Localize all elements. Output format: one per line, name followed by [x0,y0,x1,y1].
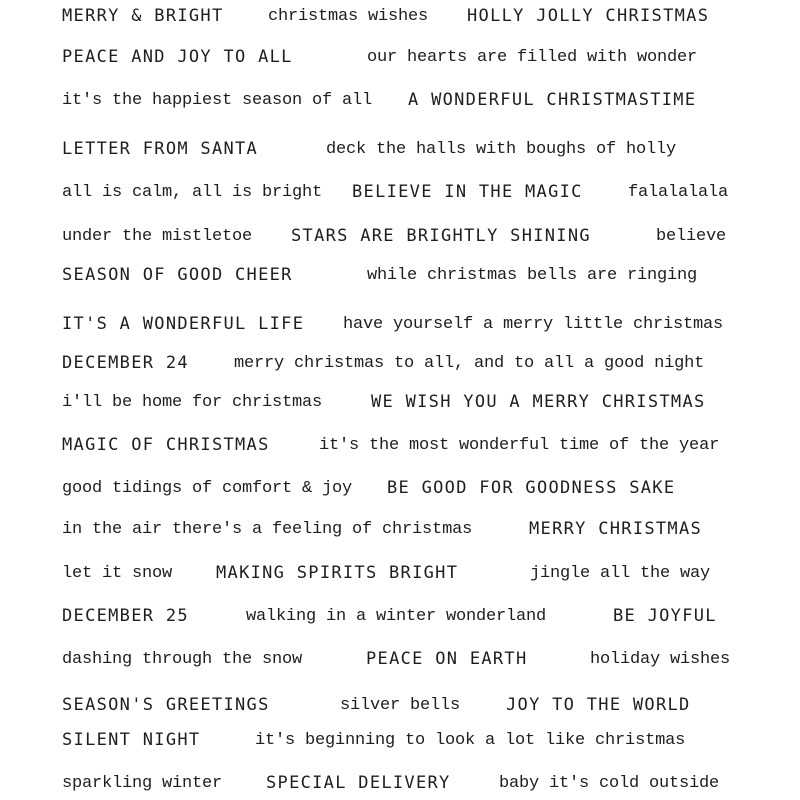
phrase-peace-on-earth: PEACE ON EARTH [366,649,528,669]
phrase-stars-brightly-shining: STARS ARE BRIGHTLY SHINING [291,226,591,246]
phrase-deck-the-halls: deck the halls with boughs of holly [326,140,677,159]
phrase-peace-and-joy: PEACE AND JOY TO ALL [62,47,293,67]
phrase-happiest-season: it's the happiest season of all [62,91,373,110]
phrase-believe: believe [656,227,727,246]
phrase-sparkling-winter: sparkling winter [62,774,223,793]
phrase-have-yourself-merry: have yourself a merry little christmas [343,315,724,334]
phrase-christmas-bells-ringing: while christmas bells are ringing [367,266,698,285]
phrase-all-is-calm: all is calm, all is bright [62,183,323,202]
phrase-making-spirits-bright: MAKING SPIRITS BRIGHT [216,563,459,583]
phrase-falalalala: falalalala [628,183,729,202]
phrase-baby-its-cold: baby it's cold outside [499,774,720,793]
phrase-holiday-wishes: holiday wishes [590,650,731,669]
phrase-special-delivery: SPECIAL DELIVERY [266,773,451,793]
phrase-december-25: DECEMBER 25 [62,606,189,626]
phrase-wonderful-life: IT'S A WONDERFUL LIFE [62,314,305,334]
phrase-season-of-good-cheer: SEASON OF GOOD CHEER [62,265,293,285]
phrase-joy-to-the-world: JOY TO THE WORLD [506,695,691,715]
phrase-letter-from-santa: LETTER FROM SANTA [62,139,259,159]
phrase-holly-jolly-christmas: HOLLY JOLLY CHRISTMAS [467,6,710,26]
phrase-wonderful-christmastime: A WONDERFUL CHRISTMASTIME [408,90,697,110]
phrase-our-hearts-filled: our hearts are filled with wonder [367,48,698,67]
phrase-winter-wonderland: walking in a winter wonderland [246,607,547,626]
phrase-under-the-mistletoe: under the mistletoe [62,227,253,246]
phrase-we-wish-you: WE WISH YOU A MERRY CHRISTMAS [371,392,706,412]
phrase-home-for-christmas: i'll be home for christmas [62,393,323,412]
phrase-jingle-all-the-way: jingle all the way [530,564,711,583]
phrase-merry-and-bright: MERRY & BRIGHT [62,6,224,26]
phrase-magic-of-christmas: MAGIC OF CHRISTMAS [62,435,270,455]
phrase-silver-bells: silver bells [340,696,461,715]
phrase-christmas-wishes: christmas wishes [268,7,429,26]
phrase-let-it-snow: let it snow [62,564,173,583]
phrase-merry-christmas: MERRY CHRISTMAS [529,519,703,539]
phrase-silent-night: SILENT NIGHT [62,730,201,750]
phrase-dashing-through-snow: dashing through the snow [62,650,303,669]
phrase-feeling-of-christmas: in the air there's a feeling of christmas [62,520,473,539]
phrase-good-tidings: good tidings of comfort & joy [62,479,353,498]
phrase-be-joyful: BE JOYFUL [613,606,717,626]
phrase-beginning-to-look: it's beginning to look a lot like christmas [255,731,686,750]
phrase-believe-in-the-magic: BELIEVE IN THE MAGIC [352,182,583,202]
phrase-december-24: DECEMBER 24 [62,353,189,373]
phrase-most-wonderful-time: it's the most wonderful time of the year [319,436,720,455]
phrase-merry-christmas-to-all: merry christmas to all, and to all a good night [234,354,705,373]
phrase-seasons-greetings: SEASON'S GREETINGS [62,695,270,715]
phrase-be-good-for-goodness: BE GOOD FOR GOODNESS SAKE [387,478,676,498]
